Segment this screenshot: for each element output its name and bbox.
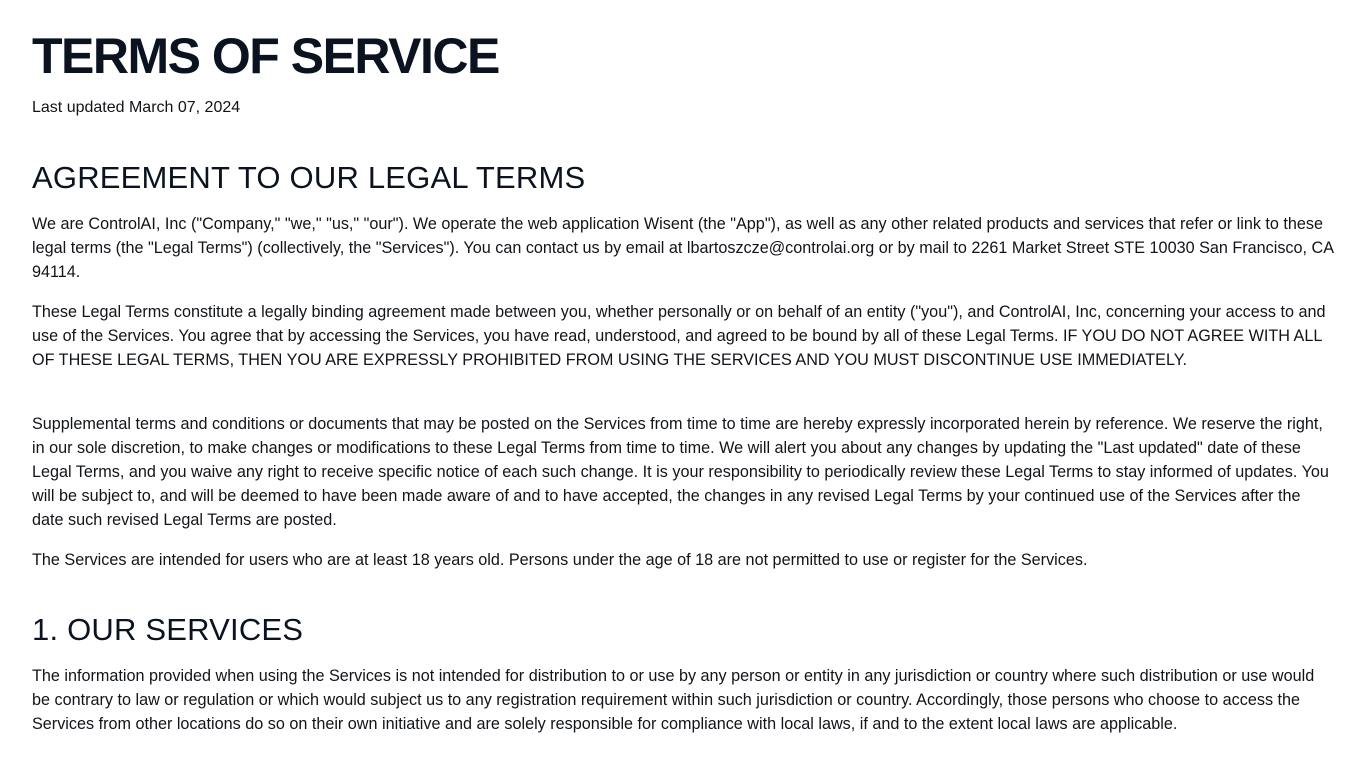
page-title: TERMS OF SERVICE	[32, 28, 499, 84]
our-services-paragraph: The information provided when using the Services is not intended for distribution to or use by any person or entity in any jurisdiction or country where such distribution or use would be contrary to law or regulation or which would subject us to any registration requirement within such jurisdiction or country. Accordingly, those persons who choose to access the Services from other locations do so on their own initiative and are solely responsible for compliance with local laws, if and to the extent local laws are applicable.	[32, 667, 1315, 733]
agreement-paragraph-binding: These Legal Terms constitute a legally binding agreement made between you, whether personally or on behalf of an entity ("you"), and ControlAI, Inc, concerning your access to and use of the Services. You agree that by accessing the Services, you have read, understood, and agreed to be bound by all of these Legal Terms. IF YOU DO NOT AGREE WITH ALL OF THESE LEGAL TERMS, THEN YOU ARE EXPRESSLY PROHIBITED FROM USING THE SERVICES AND YOU MUST DISCONTINUE USE IMMEDIATELY.	[32, 303, 1326, 369]
agreement-paragraph-company: We are ControlAI, Inc ("Company," "we," "us," "our"). We operate the web application Wisent (the "App"), as well as any other related products and services that refer or link to these legal terms (the "Legal Terms") (collectively, the "Services"). You can contact us by email at lbartoszcze@controlai.org or by mail to 2261 Market Street STE 10030 San Francisco, CA 94114.	[32, 215, 1334, 281]
last-updated-date: Last updated March 07, 2024	[32, 99, 241, 116]
agreement-paragraph-supplemental: Supplemental terms and conditions or documents that may be posted on the Services from time to time are hereby expressly incorporated herein by reference. We reserve the right, in our sole discretion, to make changes or modifications to these Legal Terms from time to time. We will alert you about any changes by updating the "Last updated" date of these Legal Terms, and you waive any right to receive specific notice of each such change. It is your responsibility to periodically review these Legal Terms to stay informed of updates. You will be subject to, and will be deemed to have been made aware of and to have accepted, the changes in any revised Legal Terms by your continued use of the Services after the date such revised Legal Terms are posted.	[32, 415, 1329, 529]
section-heading-our-services: 1. OUR SERVICES	[32, 612, 304, 647]
section-heading-agreement: AGREEMENT TO OUR LEGAL TERMS	[32, 160, 586, 195]
agreement-paragraph-age: The Services are intended for users who are at least 18 years old. Persons under the age of 18 are not permitted to use or register for the Services.	[32, 551, 1088, 569]
